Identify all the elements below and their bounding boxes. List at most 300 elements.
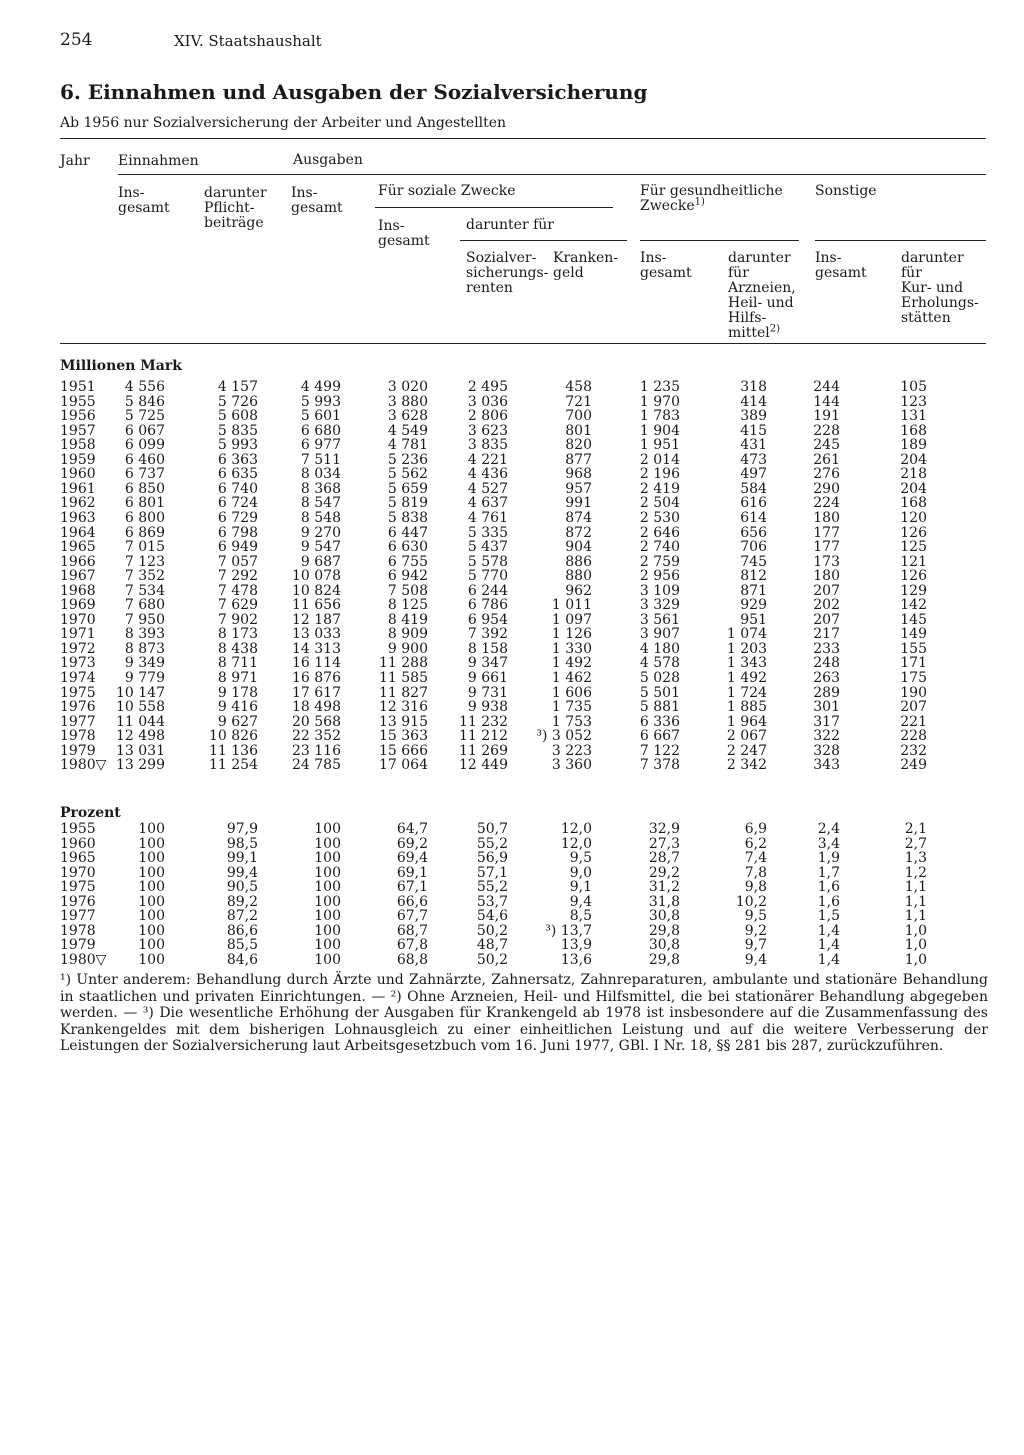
millionen-row-cell: 2 759 xyxy=(639,553,680,570)
prozent-row-cell: 100 xyxy=(138,937,165,954)
millionen-row-cell: 4 221 xyxy=(467,451,508,468)
millionen-row-cell: 951 xyxy=(740,611,767,628)
millionen-row-cell: 473 xyxy=(740,451,767,468)
prozent-row-cell: 1,4 xyxy=(817,922,840,939)
millionen-row-cell: 584 xyxy=(740,480,767,497)
millionen-row-cell: 5 578 xyxy=(467,553,508,570)
millionen-row-cell: 1 462 xyxy=(551,670,592,686)
millionen-row-cell: 431 xyxy=(740,437,767,454)
millionen-row-cell: 2 504 xyxy=(639,495,680,512)
millionen-row-cell: 6 724 xyxy=(217,495,258,512)
millionen-row-cell: 4 781 xyxy=(387,437,428,454)
footnotes: ¹) Unter anderem: Behandlung durch Ärzte und Zahnärzte, Zahnersatz, Zahnreparaturen, ambulante und stationäre Behandlung in staatlichen und privaten Einrichtungen. — ²) Ohne Arzneien, Heil- und Hilfsmittel, die bei stationärer Behandlung abgegeben werden. — ³) Die wesentliche Erhöhung der Ausgaben für Krankengeld ab 1978 ist insbesondere auf die Zusammenfassung des Krankengeldes mit dem bisherigen Lohnausgleich zu einer einheitlichen Leistung und auf die weitere Verbesserung der Leistungen der Sozialversicherung laut Arbeitsgesetzbuch vom 16. Juni 1977, GBl. I Nr. 18, §§ 281 bis 287, zurückzuführen. xyxy=(60,972,988,1054)
millionen-row-cell: 5 726 xyxy=(217,393,258,410)
header-soziale-zwecke: Für soziale Zwecke xyxy=(378,183,516,199)
millionen-row-cell: 8 125 xyxy=(387,597,428,614)
prozent-row-cell: 31,8 xyxy=(648,893,680,910)
header-darunter-fuer: darunter für xyxy=(466,217,554,233)
millionen-row-cell: 171 xyxy=(900,655,927,672)
millionen-row-cell: 4 761 xyxy=(467,509,508,526)
prozent-row-cell: 1,9 xyxy=(817,850,840,867)
millionen-row-cell: 11 656 xyxy=(292,597,341,614)
millionen-row-cell: 1 753 xyxy=(551,713,592,730)
millionen-row-cell: 301 xyxy=(813,699,840,716)
millionen-row-cell: 12 187 xyxy=(292,611,341,628)
millionen-row-cell: 7 123 xyxy=(124,553,165,570)
millionen-row-cell: 1 885 xyxy=(726,699,767,716)
millionen-row-cell: 2 014 xyxy=(639,451,680,468)
prozent-row-cell: 100 xyxy=(314,879,341,896)
millionen-row-cell: 1 951 xyxy=(639,437,680,454)
millionen-row-cell: ³) 3 052 xyxy=(536,728,592,745)
millionen-row-cell: 5 501 xyxy=(639,684,680,701)
millionen-row-cell: 6 460 xyxy=(124,451,165,468)
prozent-row-cell: 64,7 xyxy=(396,821,428,837)
prozent-row-cell: 100 xyxy=(138,850,165,867)
millionen-row-cell: 6 786 xyxy=(467,597,508,614)
prozent-row-cell: 1,1 xyxy=(904,908,927,925)
millionen-row-cell: 13 031 xyxy=(116,742,165,759)
millionen-row-cell: 1 343 xyxy=(726,655,767,672)
prozent-row-cell: 6,9 xyxy=(744,821,767,837)
millionen-row-cell: 204 xyxy=(900,480,927,497)
prozent-row-year: 1978 xyxy=(60,922,96,939)
millionen-row-cell: 7 122 xyxy=(639,742,680,759)
millionen-row-cell: 874 xyxy=(565,509,592,526)
millionen-row-cell: 968 xyxy=(565,466,592,483)
millionen-row-year: 1974 xyxy=(60,670,96,686)
prozent-row-cell: 29,8 xyxy=(648,951,680,968)
millionen-row-cell: 1 235 xyxy=(639,379,680,395)
prozent-row-cell: 12,0 xyxy=(560,821,592,837)
millionen-row-cell: 721 xyxy=(565,393,592,410)
prozent-row-cell: 1,3 xyxy=(904,850,927,867)
millionen-row-cell: 16 876 xyxy=(292,670,341,686)
prozent-row-cell: 9,5 xyxy=(744,908,767,925)
millionen-row-cell: 233 xyxy=(813,640,840,657)
header-soziale-insgesamt: Ins- gesamt xyxy=(378,218,430,249)
millionen-row-year: 1967 xyxy=(60,568,96,585)
prozent-row-cell: 84,6 xyxy=(226,951,258,968)
millionen-row-year: 1955 xyxy=(60,393,96,410)
millionen-row-cell: 9 270 xyxy=(300,524,341,541)
millionen-row-year: 1980▽ xyxy=(60,757,107,774)
millionen-row-cell: 929 xyxy=(740,597,767,614)
millionen-row-cell: 10 147 xyxy=(116,684,165,701)
section-prozent: Prozent xyxy=(60,805,121,821)
millionen-row-cell: 3 109 xyxy=(639,582,680,599)
prozent-row-cell: 55,2 xyxy=(476,879,508,896)
millionen-row-cell: 871 xyxy=(740,582,767,599)
prozent-row-cell: 13,6 xyxy=(560,951,592,968)
millionen-row-cell: 7 902 xyxy=(217,611,258,628)
millionen-row-cell: 126 xyxy=(900,524,927,541)
millionen-row-cell: 6 869 xyxy=(124,524,165,541)
millionen-row-year: 1978 xyxy=(60,728,96,745)
millionen-row-year: 1975 xyxy=(60,684,96,701)
millionen-row-cell: 16 114 xyxy=(292,655,341,672)
prozent-row-cell: 87,2 xyxy=(226,908,258,925)
millionen-row-cell: 189 xyxy=(900,437,927,454)
millionen-row-cell: 5 437 xyxy=(467,539,508,556)
millionen-row-cell: 6 954 xyxy=(467,611,508,628)
millionen-row-cell: 228 xyxy=(813,422,840,439)
header-gesundheit-insgesamt: Ins- gesamt xyxy=(640,250,692,281)
millionen-row-cell: 343 xyxy=(813,757,840,774)
millionen-row-cell: 202 xyxy=(813,597,840,614)
header-einnahmen-insgesamt: Ins- gesamt xyxy=(118,185,170,216)
millionen-row-cell: 8 034 xyxy=(300,466,341,483)
millionen-row-year: 1966 xyxy=(60,553,96,570)
millionen-row-cell: 180 xyxy=(813,509,840,526)
millionen-row-cell: 1 606 xyxy=(551,684,592,701)
prozent-row-cell: ³) 13,7 xyxy=(545,922,592,939)
millionen-row-cell: 180 xyxy=(813,568,840,585)
millionen-row-cell: 11 212 xyxy=(459,728,508,745)
millionen-row-cell: 5 028 xyxy=(639,670,680,686)
millionen-row-cell: 706 xyxy=(740,539,767,556)
page-number: 254 xyxy=(60,30,93,50)
millionen-row-cell: 2 806 xyxy=(467,408,508,425)
millionen-row-year: 1965 xyxy=(60,539,96,556)
prozent-row-cell: 100 xyxy=(138,908,165,925)
millionen-row-year: 1959 xyxy=(60,451,96,468)
millionen-row-cell: 12 449 xyxy=(459,757,508,774)
millionen-row-cell: 8 419 xyxy=(387,611,428,628)
header-einnahmen: Einnahmen xyxy=(118,153,199,169)
millionen-row-cell: 2 646 xyxy=(639,524,680,541)
prozent-row-cell: 1,6 xyxy=(817,893,840,910)
millionen-row-year: 1972 xyxy=(60,640,96,657)
millionen-row-cell: 190 xyxy=(900,684,927,701)
millionen-row-cell: 1 203 xyxy=(726,640,767,657)
millionen-row-cell: 8 548 xyxy=(300,509,341,526)
prozent-row-cell: 100 xyxy=(138,821,165,837)
millionen-row-cell: 3 020 xyxy=(387,379,428,395)
prozent-row-year: 1977 xyxy=(60,908,96,925)
millionen-row-cell: 415 xyxy=(740,422,767,439)
millionen-row-cell: 4 549 xyxy=(387,422,428,439)
millionen-row-cell: 8 173 xyxy=(217,626,258,643)
prozent-row-cell: 9,4 xyxy=(569,893,592,910)
millionen-row-cell: 8 438 xyxy=(217,640,258,657)
prozent-row-cell: 13,9 xyxy=(560,937,592,954)
millionen-row-cell: 207 xyxy=(813,582,840,599)
millionen-row-cell: 3 628 xyxy=(387,408,428,425)
prozent-row-cell: 48,7 xyxy=(476,937,508,954)
millionen-row-cell: 105 xyxy=(900,379,927,395)
millionen-row-cell: 4 436 xyxy=(467,466,508,483)
prozent-row-cell: 9,4 xyxy=(744,951,767,968)
prozent-row-cell: 2,4 xyxy=(817,821,840,837)
millionen-row-cell: 7 508 xyxy=(387,582,428,599)
table-title: 6. Einnahmen und Ausgaben der Sozialversicherung xyxy=(60,80,648,104)
prozent-row-cell: 50,2 xyxy=(476,922,508,939)
header-sonstige: Sonstige xyxy=(815,183,877,199)
prozent-row-cell: 54,6 xyxy=(476,908,508,925)
millionen-row-cell: 6 729 xyxy=(217,509,258,526)
prozent-row-cell: 1,0 xyxy=(904,951,927,968)
prozent-row-cell: 89,2 xyxy=(226,893,258,910)
prozent-row-cell: 9,5 xyxy=(569,850,592,867)
prozent-row-cell: 100 xyxy=(314,821,341,837)
prozent-row-year: 1975 xyxy=(60,879,96,896)
millionen-row-cell: 7 292 xyxy=(217,568,258,585)
millionen-row-cell: 7 352 xyxy=(124,568,165,585)
millionen-row-cell: 11 269 xyxy=(459,742,508,759)
millionen-row-year: 1963 xyxy=(60,509,96,526)
millionen-row-cell: 15 666 xyxy=(379,742,428,759)
prozent-row-cell: 32,9 xyxy=(648,821,680,837)
millionen-row-cell: 5 562 xyxy=(387,466,428,483)
millionen-row-cell: 13 299 xyxy=(116,757,165,774)
millionen-row-cell: 9 900 xyxy=(387,640,428,657)
prozent-row-cell: 100 xyxy=(138,879,165,896)
millionen-row-cell: 7 392 xyxy=(467,626,508,643)
prozent-row-cell: 29,8 xyxy=(648,922,680,939)
millionen-row-cell: 249 xyxy=(900,757,927,774)
millionen-row-cell: 1 964 xyxy=(726,713,767,730)
millionen-row-cell: 6 977 xyxy=(300,437,341,454)
millionen-row-cell: 177 xyxy=(813,524,840,541)
millionen-row-cell: 8 711 xyxy=(217,655,258,672)
millionen-row-cell: 5 770 xyxy=(467,568,508,585)
header-jahr: Jahr xyxy=(60,153,90,169)
millionen-row-year: 1964 xyxy=(60,524,96,541)
millionen-row-cell: 6 801 xyxy=(124,495,165,512)
millionen-row-year: 1971 xyxy=(60,626,96,643)
millionen-row-cell: 276 xyxy=(813,466,840,483)
millionen-row-cell: 820 xyxy=(565,437,592,454)
millionen-row-cell: 9 687 xyxy=(300,553,341,570)
millionen-row-cell: 191 xyxy=(813,408,840,425)
millionen-row-cell: 1 330 xyxy=(551,640,592,657)
millionen-row-year: 1969 xyxy=(60,597,96,614)
millionen-row-cell: 123 xyxy=(900,393,927,410)
millionen-row-cell: 6 942 xyxy=(387,568,428,585)
millionen-row-cell: 5 993 xyxy=(217,437,258,454)
millionen-row-cell: 1 074 xyxy=(726,626,767,643)
millionen-row-cell: 8 971 xyxy=(217,670,258,686)
millionen-row-cell: 121 xyxy=(900,553,927,570)
millionen-row-year: 1968 xyxy=(60,582,96,599)
millionen-row-year: 1970 xyxy=(60,611,96,628)
prozent-row-cell: 100 xyxy=(138,893,165,910)
millionen-row-cell: 5 601 xyxy=(300,408,341,425)
millionen-row-cell: 8 158 xyxy=(467,640,508,657)
millionen-row-cell: 9 661 xyxy=(467,670,508,686)
millionen-row-cell: 5 608 xyxy=(217,408,258,425)
millionen-row-cell: 10 824 xyxy=(292,582,341,599)
millionen-row-cell: 4 527 xyxy=(467,480,508,497)
millionen-row-cell: 12 316 xyxy=(379,699,428,716)
header-rule-6 xyxy=(815,240,986,241)
millionen-row-cell: 6 067 xyxy=(124,422,165,439)
prozent-row-cell: 90,5 xyxy=(226,879,258,896)
millionen-row-cell: 5 993 xyxy=(300,393,341,410)
header-krankengeld: Kranken- geld xyxy=(553,250,619,281)
prozent-row-cell: 1,6 xyxy=(817,879,840,896)
prozent-row-cell: 100 xyxy=(314,864,341,881)
millionen-row-cell: 8 873 xyxy=(124,640,165,657)
prozent-row-cell: 6,2 xyxy=(744,835,767,852)
prozent-row-cell: 100 xyxy=(138,922,165,939)
prozent-row-cell: 53,7 xyxy=(476,893,508,910)
prozent-row-cell: 100 xyxy=(314,937,341,954)
millionen-row-year: 1958 xyxy=(60,437,96,454)
millionen-row-year: 1957 xyxy=(60,422,96,439)
millionen-row-cell: 125 xyxy=(900,539,927,556)
millionen-row-cell: 11 136 xyxy=(209,742,258,759)
millionen-row-cell: 1 735 xyxy=(551,699,592,716)
header-ausgaben-insgesamt: Ins- gesamt xyxy=(291,185,343,216)
millionen-row-cell: 9 627 xyxy=(217,713,258,730)
millionen-row-cell: 18 498 xyxy=(292,699,341,716)
millionen-row-cell: 7 534 xyxy=(124,582,165,599)
millionen-row-cell: 7 629 xyxy=(217,597,258,614)
millionen-row-cell: 7 478 xyxy=(217,582,258,599)
millionen-row-cell: 149 xyxy=(900,626,927,643)
prozent-row-cell: 1,4 xyxy=(817,951,840,968)
millionen-row-cell: 497 xyxy=(740,466,767,483)
header-rule-top xyxy=(60,138,986,139)
prozent-row-cell: 100 xyxy=(314,951,341,968)
millionen-row-cell: 2 067 xyxy=(726,728,767,745)
millionen-row-cell: 5 846 xyxy=(124,393,165,410)
millionen-row-cell: 2 247 xyxy=(726,742,767,759)
millionen-row-cell: 4 180 xyxy=(639,640,680,657)
millionen-row-cell: 6 099 xyxy=(124,437,165,454)
header-rule-3 xyxy=(375,207,613,208)
millionen-row-cell: 5 725 xyxy=(124,408,165,425)
millionen-row-cell: 12 498 xyxy=(116,728,165,745)
prozent-row-cell: 100 xyxy=(314,908,341,925)
prozent-row-cell: 1,0 xyxy=(904,937,927,954)
millionen-row-cell: 11 585 xyxy=(379,670,428,686)
prozent-row-cell: 10,2 xyxy=(735,893,767,910)
millionen-row-cell: 414 xyxy=(740,393,767,410)
prozent-row-cell: 1,7 xyxy=(817,864,840,881)
millionen-row-cell: 232 xyxy=(900,742,927,759)
millionen-row-cell: 126 xyxy=(900,568,927,585)
header-renten: Sozialver- sicherungs- renten xyxy=(466,250,549,296)
millionen-row-cell: 168 xyxy=(900,495,927,512)
prozent-row-cell: 98,5 xyxy=(226,835,258,852)
millionen-row-cell: 10 078 xyxy=(292,568,341,585)
header-arzneien xyxy=(728,251,796,341)
header-sonstige-insgesamt: Ins- gesamt xyxy=(815,250,867,281)
millionen-row-cell: 261 xyxy=(813,451,840,468)
millionen-row-cell: 318 xyxy=(740,379,767,395)
prozent-row-cell: 100 xyxy=(314,893,341,910)
millionen-row-cell: 2 419 xyxy=(639,480,680,497)
millionen-row-cell: 317 xyxy=(813,713,840,730)
millionen-row-cell: 1 011 xyxy=(551,597,592,614)
millionen-row-cell: 9 779 xyxy=(124,670,165,686)
millionen-row-cell: 11 288 xyxy=(379,655,428,672)
millionen-row-cell: 6 949 xyxy=(217,539,258,556)
millionen-row-cell: 4 499 xyxy=(300,379,341,395)
millionen-row-cell: 614 xyxy=(740,509,767,526)
millionen-row-year: 1973 xyxy=(60,655,96,672)
millionen-row-cell: 3 835 xyxy=(467,437,508,454)
millionen-row-cell: 1 492 xyxy=(551,655,592,672)
millionen-row-cell: 9 178 xyxy=(217,684,258,701)
millionen-row-cell: 9 416 xyxy=(217,699,258,716)
millionen-row-cell: 6 800 xyxy=(124,509,165,526)
millionen-row-cell: 11 044 xyxy=(116,713,165,730)
millionen-row-cell: 3 561 xyxy=(639,611,680,628)
millionen-row-cell: 20 568 xyxy=(292,713,341,730)
header-pflichtbeitraege: darunter Pflicht- beiträge xyxy=(204,185,267,231)
millionen-row-cell: 5 659 xyxy=(387,480,428,497)
millionen-row-cell: 5 819 xyxy=(387,495,428,512)
millionen-row-cell: 1 126 xyxy=(551,626,592,643)
millionen-row-cell: 131 xyxy=(900,408,927,425)
millionen-row-cell: 886 xyxy=(565,553,592,570)
millionen-row-cell: 7 378 xyxy=(639,757,680,774)
millionen-row-cell: 3 036 xyxy=(467,393,508,410)
millionen-row-cell: 204 xyxy=(900,451,927,468)
prozent-row-cell: 31,2 xyxy=(648,879,680,896)
prozent-row-cell: 1,0 xyxy=(904,922,927,939)
millionen-row-cell: 13 915 xyxy=(379,713,428,730)
millionen-row-cell: 6 635 xyxy=(217,466,258,483)
millionen-row-cell: 4 157 xyxy=(217,379,258,395)
millionen-row-cell: 207 xyxy=(900,699,927,716)
millionen-row-cell: 24 785 xyxy=(292,757,341,774)
prozent-row-cell: 99,1 xyxy=(226,850,258,867)
prozent-row-cell: 28,7 xyxy=(648,850,680,867)
prozent-row-cell: 57,1 xyxy=(476,864,508,881)
millionen-row-cell: 745 xyxy=(740,553,767,570)
prozent-row-cell: 8,5 xyxy=(569,908,592,925)
prozent-row-cell: 100 xyxy=(314,850,341,867)
prozent-row-cell: 9,1 xyxy=(569,879,592,896)
header-gesundheitliche-zwecke xyxy=(640,184,783,214)
header-rule-4 xyxy=(460,240,627,241)
prozent-row-cell: 67,1 xyxy=(396,879,428,896)
millionen-row-year: 1960 xyxy=(60,466,96,483)
millionen-row-cell: 872 xyxy=(565,524,592,541)
millionen-row-cell: 904 xyxy=(565,539,592,556)
millionen-row-cell: 801 xyxy=(565,422,592,439)
millionen-row-cell: 1 724 xyxy=(726,684,767,701)
prozent-row-year: 1960 xyxy=(60,835,96,852)
millionen-row-cell: 289 xyxy=(813,684,840,701)
millionen-row-cell: 6 740 xyxy=(217,480,258,497)
millionen-row-year: 1977 xyxy=(60,713,96,730)
millionen-row-cell: 700 xyxy=(565,408,592,425)
prozent-row-cell: 66,6 xyxy=(396,893,428,910)
millionen-row-cell: 3 223 xyxy=(551,742,592,759)
header-rule-2 xyxy=(118,174,986,175)
prozent-row-cell: 86,6 xyxy=(226,922,258,939)
millionen-row-cell: 228 xyxy=(900,728,927,745)
prozent-row-year: 1979 xyxy=(60,937,96,954)
millionen-row-cell: 3 907 xyxy=(639,626,680,643)
millionen-row-year: 1951 xyxy=(60,379,96,395)
millionen-row-cell: 11 232 xyxy=(459,713,508,730)
prozent-row-cell: 1,2 xyxy=(904,864,927,881)
millionen-row-cell: 245 xyxy=(813,437,840,454)
millionen-row-cell: 6 630 xyxy=(387,539,428,556)
millionen-row-cell: 23 116 xyxy=(292,742,341,759)
prozent-row-cell: 100 xyxy=(138,864,165,881)
prozent-row-cell: 97,9 xyxy=(226,821,258,837)
millionen-row-cell: 145 xyxy=(900,611,927,628)
millionen-row-cell: 142 xyxy=(900,597,927,614)
